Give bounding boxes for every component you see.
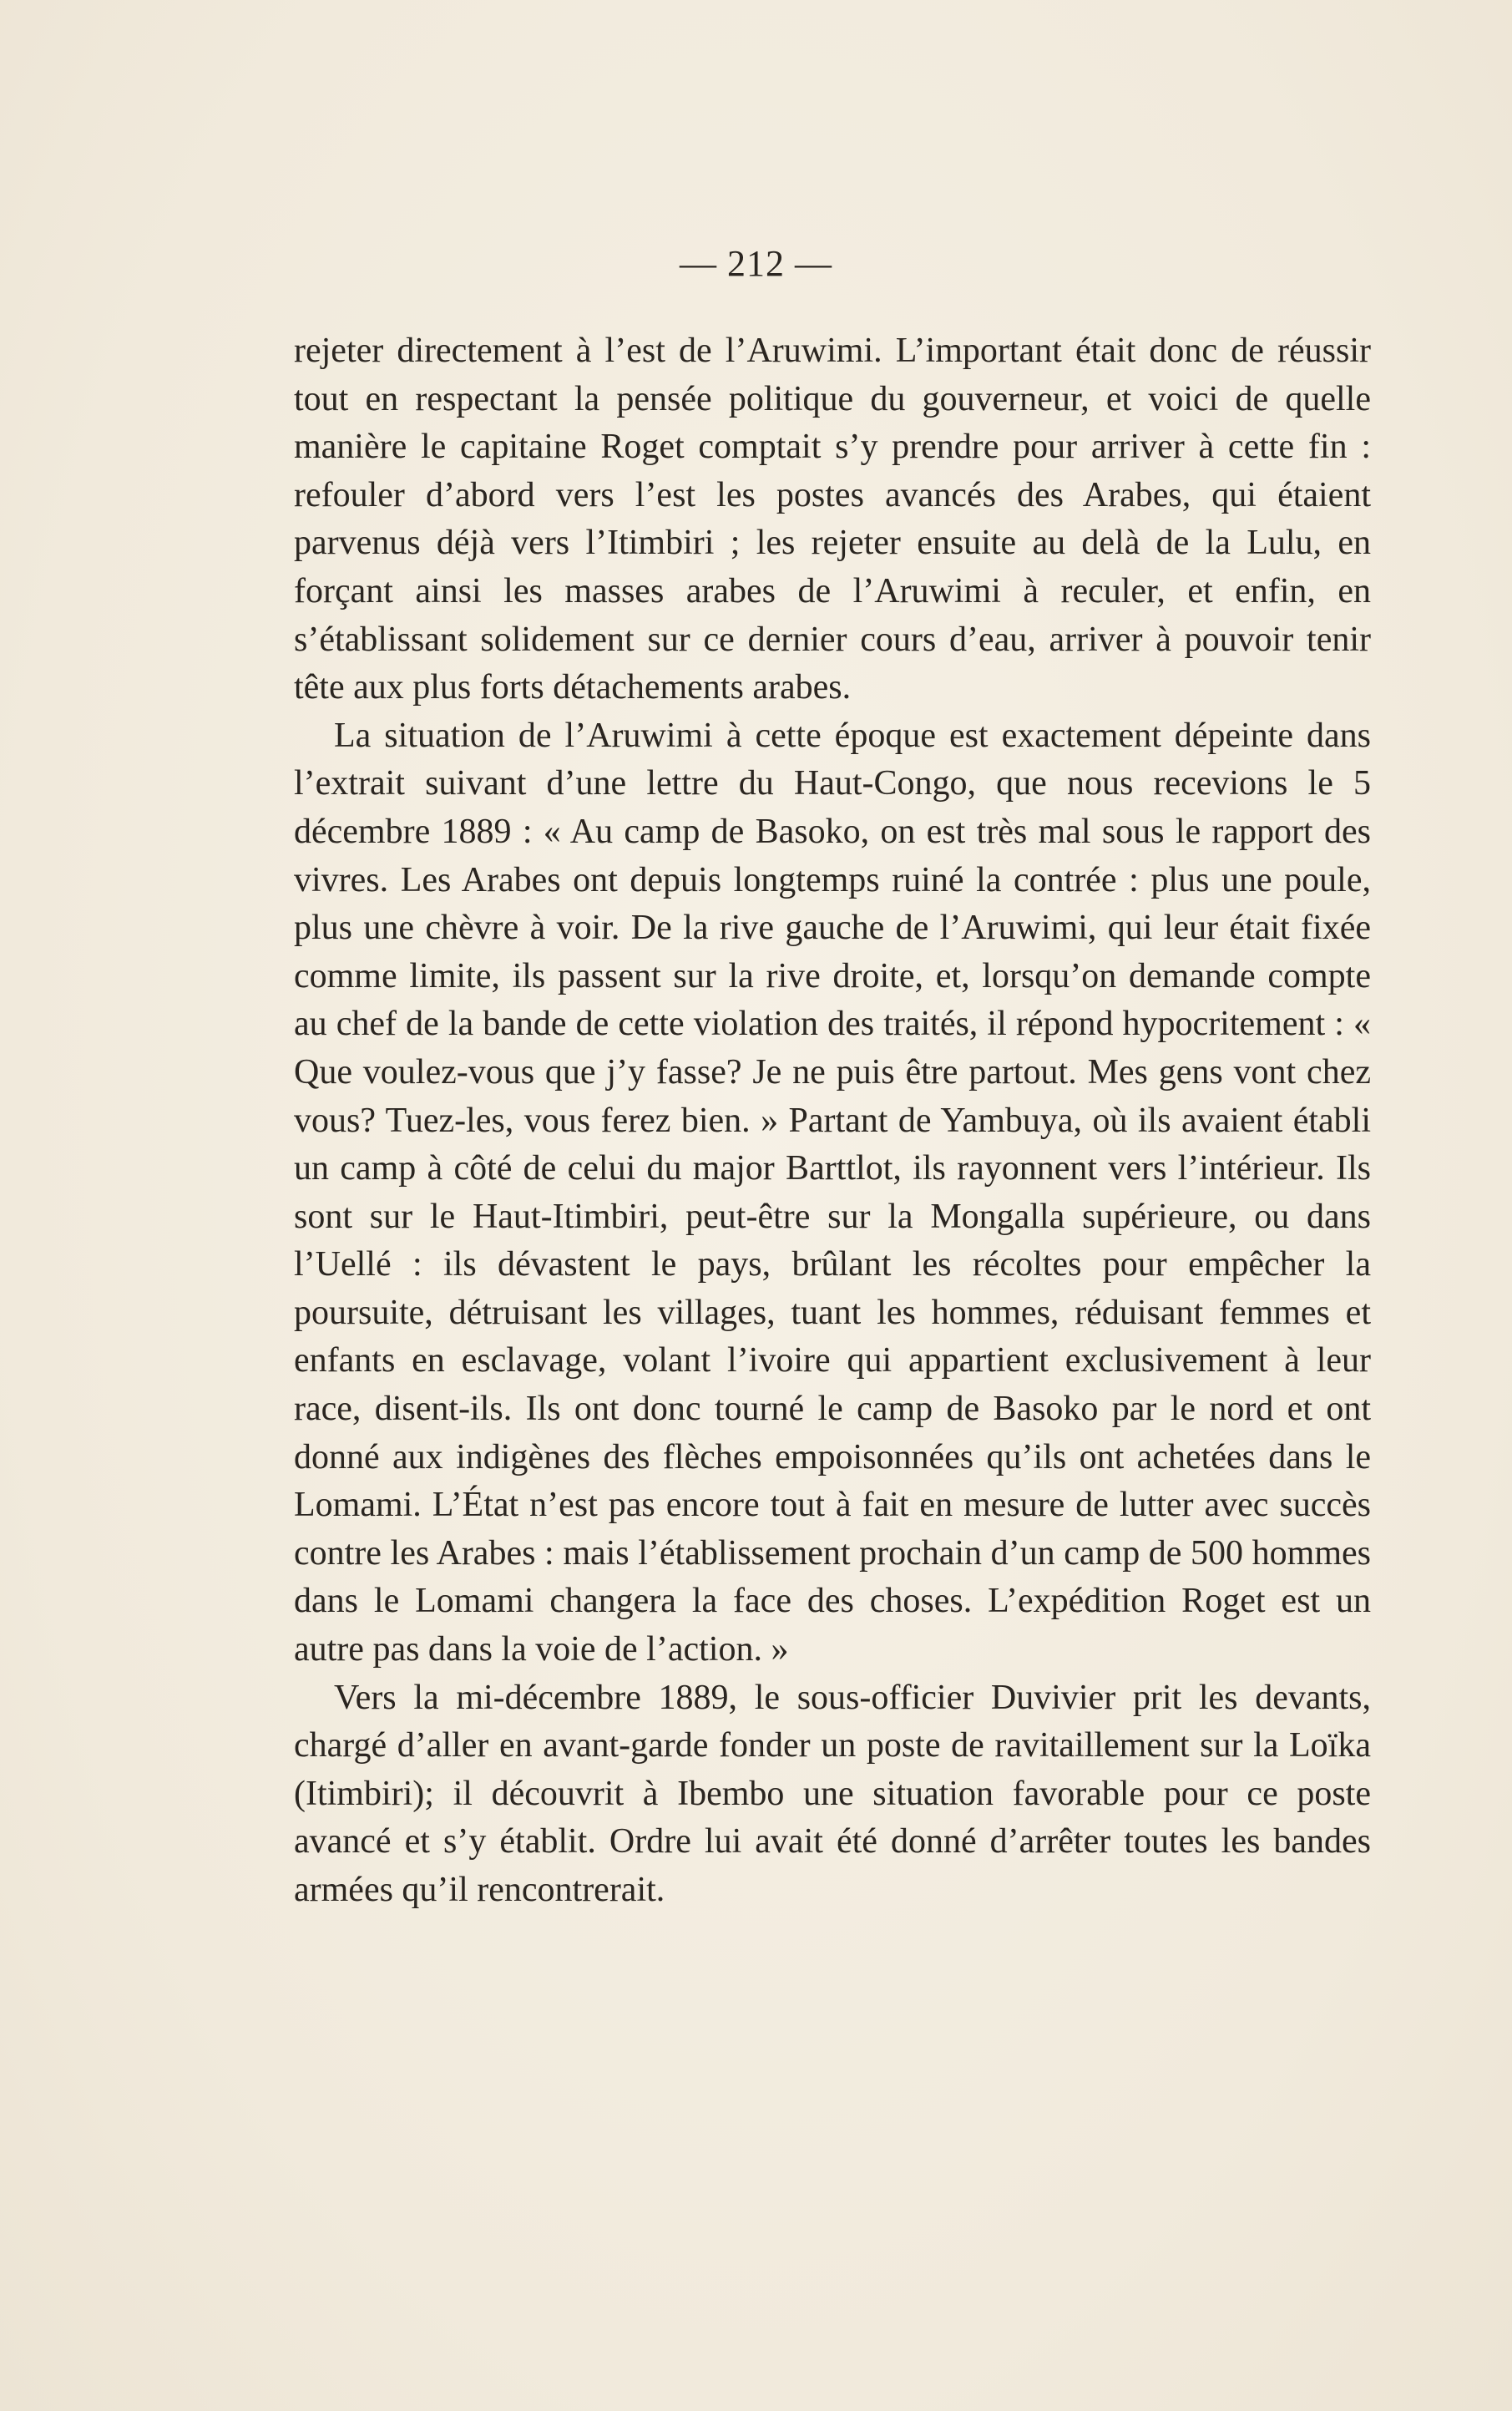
body-text [294, 327, 1371, 1915]
paragraph-3: Vers la mi-décembre 1889, le sous-officier Duvivier prit les devants, chargé d’aller en avant-garde fonder un poste de ravitaillement sur la Loïka (Itimbiri); il découvrit à Ibembo une situation favorable pour ce poste avancé et s’y établit. Ordre lui avait été donné d’arrêter toutes les bandes armées qu’il rencontrerait. [294, 1678, 1371, 1909]
page-number: — 212 — [680, 243, 832, 284]
paragraph-1: rejeter directement à l’est de l’Aruwimi. L’important était donc de réussir tout en respectant la pensée politique du gouverneur, et voici de quelle manière le capitaine Roget comptait s’y prendre pour arriver à cette fin : refouler d’abord vers l’est les postes avancés des Arabes, qui étaient parvenus déjà vers l’Itimbiri ; les rejeter ensuite au delà de la Lulu, en forçant ainsi les masses arabes de l’Aruwimi à reculer, et enfin, en s’établissant solidement sur ce dernier cours d’eau, arriver à pouvoir tenir tête aux plus forts détachements arabes. [294, 332, 1371, 707]
paragraph-2: La situation de l’Aruwimi à cette époque est exactement dépeinte dans l’extrait suivant d’une lettre du Haut-Congo, que nous recevions le 5 décembre 1889 : « Au camp de Basoko, on est très mal sous le rapport des vivres. Les Arabes ont depuis longtemps ruiné la contrée : plus une poule, plus une chèvre à voir. De la rive gauche de l’Aruwimi, qui leur était fixée comme limite, ils passent sur la rive droite, et, lorsqu’on demande compte au chef de la bande de cette violation des traités, il répond hypocritement : « Que voulez-vous que j’y fasse? Je ne puis être partout. Mes gens vont chez vous? Tuez-les, vous ferez bien. » Partant de Yambuya, où ils avaient établi un camp à côté de celui du major Barttlot, ils rayonnent vers l’intérieur. Ils sont sur le Haut-Itimbiri, peut-être sur la Mongalla supérieure, ou dans l’Uellé : ils dévastent le pays, brûlant les récoltes pour empêcher la poursuite, détruisant les villages, tuant les hommes, réduisant femmes et enfants en esclavage, volant l’ivoire qui appartient exclusivement à leur race, disent-ils. Ils ont donc tourné le camp de Basoko par le nord et ont donné aux indigènes des flèches empoisonnées qu’ils ont achetées dans le Lomami. L’État n’est pas encore tout à fait en mesure de lutter avec succès contre les Arabes : mais l’établissement prochain d’un camp de 500 hommes dans le Lomami changera la face des choses. L’expédition Roget est un autre pas dans la voie de l’action. » [294, 716, 1371, 1669]
